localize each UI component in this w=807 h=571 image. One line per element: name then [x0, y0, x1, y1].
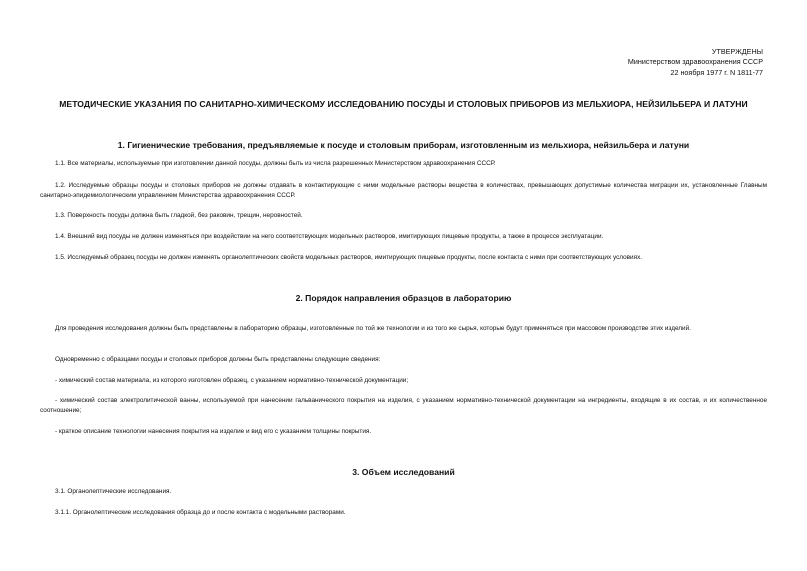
- document-title: МЕТОДИЧЕСКИЕ УКАЗАНИЯ ПО САНИТАРНО-ХИМИЧЕСКОМУ ИССЛЕДОВАНИЮ ПОСУДЫ И СТОЛОВЫХ ПРИБОРОВ ИЗ МЕЛЬХИОРА, НЕЙЗИЛЬБЕРА И ЛАТУНИ: [59, 99, 748, 109]
- approval-line-1: УТВЕРЖДЕНЫ: [711, 47, 763, 56]
- paragraph-1-1: 1.1. Все материалы, используемые при изготовлении данной посуды, должны быть из числа разрешенных Министерством здравоохранения СССР.: [55, 160, 496, 167]
- paragraph-2-5: - краткое описание технологии нанесения покрытия на изделие и вид его с указанием толщины покрытия.: [55, 428, 372, 435]
- paragraph-3-1-1: 3.1.1. Органолептические исследования образца до и после контакта с модельными растворами.: [55, 509, 346, 516]
- paragraph-1-5: 1.5. Исследуемый образец посуды не должен изменять органолептических свойств модельных растворов, имитирующих пищевые продукты, после контакта с ними при соответствующих условиях.: [55, 254, 643, 261]
- paragraph-2-3: - химический состав материала, из которого изготовлен образец, с указанием нормативно-технической документации;: [55, 377, 409, 384]
- paragraph-1-3: 1.3. Поверхность посуды должна быть гладкой, без раковин, трещин, неровностей.: [55, 212, 303, 219]
- paragraph-1-4: 1.4. Внешний вид посуды не должен изменяться при воздействии на него соответствующих модельных растворов, имитирующих пищевые продукты, а также в процессе эксплуатации.: [55, 233, 604, 240]
- paragraph-1-2: 1.2. Исследуемые образцы посуды и столовых приборов не должны отдавать в контактирующие с ними модельные растворы вещества в количествах, превышающих допустимые количества миграции их, установленные Главным санитарно-эпидемиологическим управлением Министерства здравоохранения СССР.: [40, 182, 767, 200]
- section-2-heading: 2. Порядок направления образцов в лабораторию: [295, 293, 512, 303]
- paragraph-2-1: Для проведения исследования должны быть представлены в лабораторию образцы, изготовленные по той же технологии и из того же сырья, которые будут применяться при массовом производстве этих изделий.: [55, 325, 691, 332]
- section-3-heading: 3. Объем исследований: [352, 467, 455, 477]
- section-1-heading: 1. Гигиенические требования, предъявляемые к посуде и столовым приборам, изготовленным из мельхиора, нейзильбера и латуни: [117, 140, 690, 150]
- paragraph-2-2: Одновременно с образцами посуды и столовых приборов должны быть представлены следующие сведения:: [55, 356, 381, 363]
- paragraph-2-4: - химический состав электролитической ванны, используемой при нанесении гальванического покрытия на изделия, с указанием нормативно-технической документации на ингредиенты, входящие в их состав, и их количественное соотношение;: [40, 397, 767, 415]
- paragraph-3-1: 3.1. Органолептические исследования.: [55, 488, 172, 495]
- approval-line-3: 22 ноября 1977 г. N 1811-77: [670, 67, 763, 77]
- approval-block: [628, 47, 763, 78]
- approval-line-2: Министерством здравоохранения СССР: [627, 57, 763, 67]
